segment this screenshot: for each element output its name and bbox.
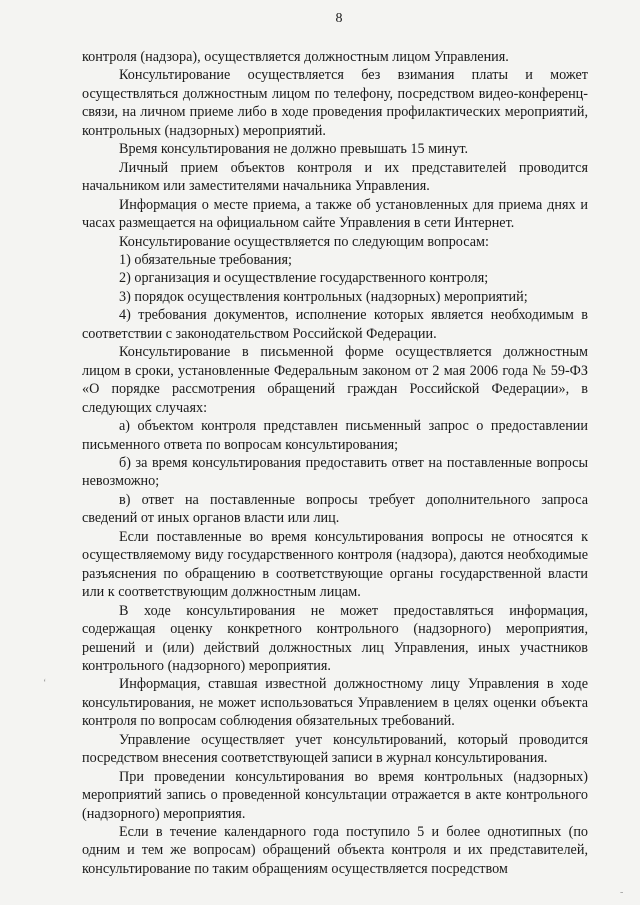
list-item: 2) организация и осуществление государственного контроля; [119,270,489,287]
list-item: в) ответ на поставленные вопросы требует дополнительного запроса сведений от иных органов власти или лиц. [82,491,588,527]
paragraph: Информация о месте приема, а также об установленных для приема днях и часах размещается на официальном сайте Управления в сети Интернет. [82,196,588,232]
list-item: 1) обязательные требования; [119,251,292,268]
document-body [82,48,588,878]
paragraph: Если в течение календарного года поступило 5 и более однотипных (по одним и тем же вопросам) обращений объекта контроля и их представителей, консультирование по таким обращениям осуществляется посредством [82,824,588,877]
paragraph: контроля (надзора), осуществляется должностным лицом Управления. [82,49,509,65]
scan-speck: - [620,887,624,898]
paragraph: Если поставленные во время консультирования вопросы не относятся к осуществляемому виду государственного контроля (надзора), даются необходимые разъяснения по обращению в соответствующие органы государственной власти или к соответствующим должностным лицам. [82,528,588,601]
list-item: 4) требования документов, исполнение которых является необходимым в соответствии с законодательством Российской Федерации. [82,307,588,342]
list-item: а) объектом контроля представлен письменный запрос о предоставлении письменного ответа по вопросам консультирования; [82,418,588,453]
paragraph: В ходе консультирования не может предоставляться информация, содержащая оценку конкретного контрольного (надзорного) мероприятия, решений и (или) действий должностных лиц Управления, иных участников контрольного (надзорного) мероприятия. [82,602,588,674]
paragraph: Консультирование осуществляется без взимания платы и может осуществляться должностным лицом по телефону, посредством видео-конференц-связи, на личном приеме либо в ходе проведения профилактических мероприятий, контрольных (надзорных) мероприятий. [82,67,588,139]
paragraph: Консультирование в письменной форме осуществляется должностным лицом в сроки, установленные Федеральным законом от 2 мая 2006 года № 59-ФЗ «О порядке рассмотрения обращений граждан Российской Федерации», в следующих случаях: [82,344,588,416]
scan-speck: ʻ [43,678,47,689]
paragraph: Личный прием объектов контроля и их представителей проводится начальником или заместителями начальника Управления. [82,159,588,195]
paragraph: Время консультирования не должно превышать 15 минут. [119,141,469,158]
paragraph: Консультирование осуществляется по следующим вопросам: [119,233,489,250]
paragraph: Информация, ставшая известной должностному лицу Управления в ходе консультирования, не может использоваться Управлением в целях оценки объекта контроля по вопросам соблюдения обязательных требований. [82,676,588,730]
list-item: 3) порядок осуществления контрольных (надзорных) мероприятий; [119,288,528,305]
list-item: б) за время консультирования предоставить ответ на поставленные вопросы невозможно; [82,454,588,490]
paragraph: При проведении консультирования во время контрольных (надзорных) мероприятий запись о проведенной консультации отражается в акте контрольного (надзорного) мероприятия. [82,768,588,822]
paragraph: Управление осуществляет учет консультирований, который проводится посредством внесения соответствующей записи в журнал консультирования. [82,731,588,767]
page-number: 8 [335,11,343,26]
